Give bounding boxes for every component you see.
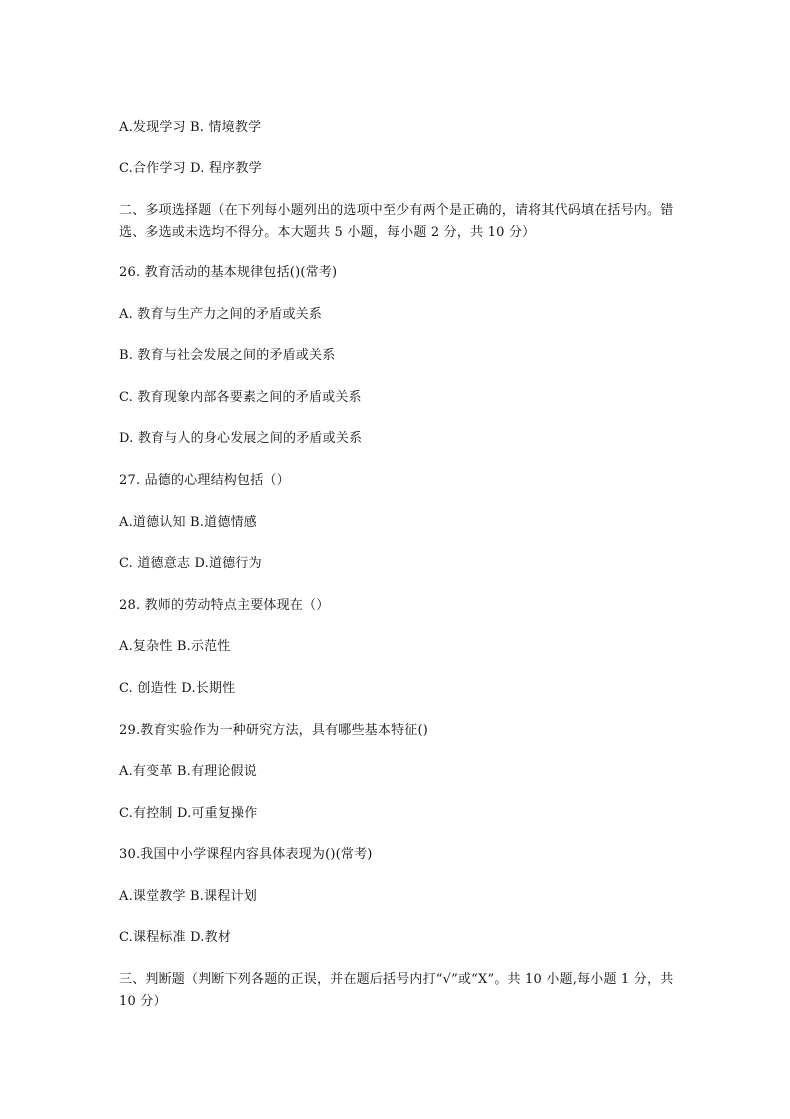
question-29: 29.教育实验作为一种研究方法，具有哪些基本特征()	[119, 723, 429, 738]
option-line: D. 教育与人的身心发展之间的矛盾或关系	[119, 431, 363, 446]
option-line: B. 教育与社会发展之间的矛盾或关系	[119, 348, 336, 363]
option-line: C. 道德意志 D.道德行为	[119, 556, 262, 571]
option-line: C.合作学习 D. 程序教学	[119, 161, 262, 176]
option-line: C. 创造性 D.长期性	[119, 681, 236, 696]
option-line: C.有控制 D.可重复操作	[119, 806, 258, 821]
option-line: A.有变革 B.有理论假说	[119, 764, 257, 779]
question-30: 30.我国中小学课程内容具体表现为()(常考)	[119, 847, 373, 862]
option-line: A. 教育与生产力之间的矛盾或关系	[119, 307, 323, 322]
question-26: 26. 教育活动的基本规律包括()(常考)	[119, 265, 338, 280]
question-28: 28. 教师的劳动特点主要体现在（）	[119, 598, 330, 613]
section-heading-true-false: 三、判断题（判断下列各题的正误，并在题后括号内打“√”或“X”。共 10 小题,每小题 1 分，共 10 分）	[119, 972, 674, 1009]
option-line: A.发现学习 B. 情境教学	[119, 120, 262, 135]
question-27: 27. 品德的心理结构包括（）	[119, 473, 290, 488]
section-heading-multiple-choice: 二、多项选择题（在下列每小题列出的选项中至少有两个是正确的，请将其代码填在括号内。错选、多选或未选均不得分。本大题共 5 小题，每小题 2 分，共 10 分）	[119, 203, 674, 240]
option-line: C.课程标准 D.教材	[119, 930, 232, 945]
option-line: A.复杂性 B.示范性	[119, 639, 231, 654]
option-line: A.课堂教学 B.课程计划	[119, 889, 257, 904]
option-line: C. 教育现象内部各要素之间的矛盾或关系	[119, 390, 362, 405]
option-line: A.道德认知 B.道德情感	[119, 515, 257, 530]
